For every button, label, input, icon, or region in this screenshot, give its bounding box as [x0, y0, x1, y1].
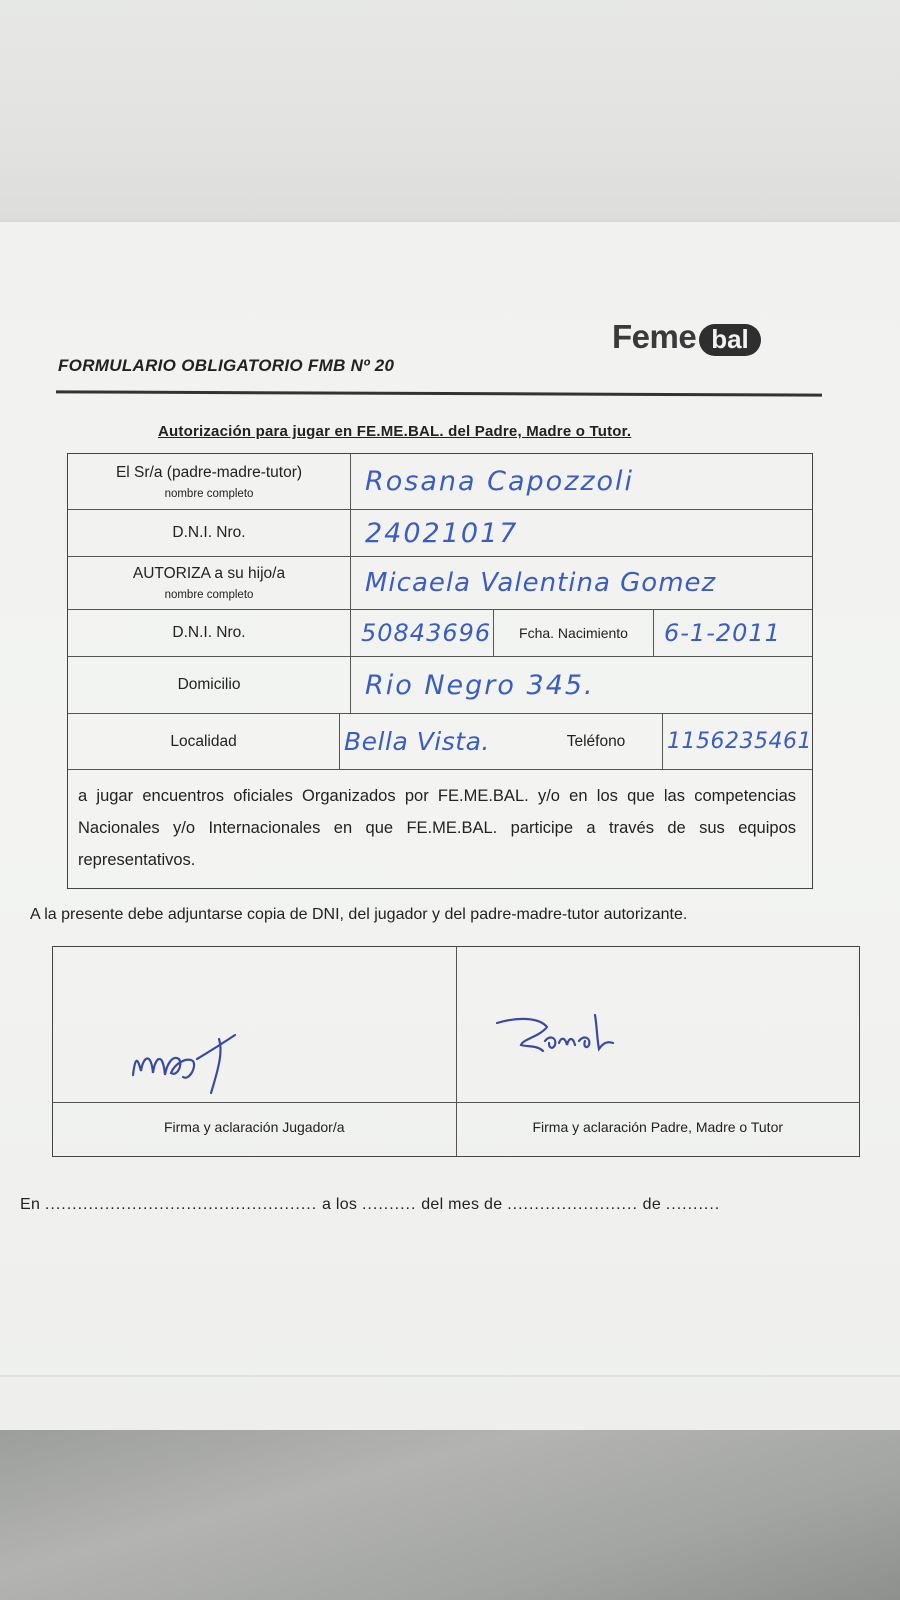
- birth-label-cell: [493, 610, 653, 656]
- dni-label-cell-2: [68, 610, 351, 656]
- child-dni-row: [68, 610, 812, 657]
- birth-date-value: 6-1-2011: [664, 619, 781, 647]
- dni-label-1: D.N.I. Nro.: [172, 524, 246, 541]
- city-row: [68, 714, 812, 770]
- child-sublabel: nombre completo: [164, 589, 254, 601]
- form-title: FORMULARIO OBLIGATORIO FMB Nº 20: [58, 356, 395, 375]
- city-field[interactable]: [340, 714, 530, 769]
- date-day-blank[interactable]: ..........: [361, 1196, 417, 1213]
- background-surface-top: [0, 0, 900, 235]
- child-name-value: Micaela Valentina Gomez: [365, 568, 717, 598]
- parent-signature-icon: [487, 987, 687, 1087]
- form-subtitle: Autorización para jugar en FE.ME.BAL. del Padre, Madre o Tutor.: [158, 423, 632, 440]
- parent-label-cell: [68, 454, 351, 509]
- phone-value: 1156235461: [667, 729, 812, 754]
- logo-badge: bal: [699, 324, 761, 356]
- player-signature-box[interactable]: [53, 947, 456, 1156]
- address-label-cell: [68, 657, 351, 713]
- city-phone-cell: [340, 714, 812, 769]
- femebal-logo: [612, 312, 761, 362]
- parent-signature-line: [457, 1102, 860, 1103]
- date-de: de: [642, 1196, 662, 1213]
- phone-cell[interactable]: [662, 714, 812, 769]
- dni-label-cell-1: [68, 510, 351, 556]
- child-name-cell[interactable]: [351, 557, 812, 609]
- child-label-cell: [68, 557, 351, 609]
- birth-date-cell[interactable]: [653, 610, 812, 656]
- city-label-cell: [68, 714, 340, 769]
- signature-table: [52, 946, 860, 1157]
- player-signature-caption: Firma y aclaración Jugador/a: [163, 1119, 345, 1135]
- child-dni-field[interactable]: [351, 610, 493, 656]
- parent-label: El Sr/a (padre-madre-tutor): [115, 463, 303, 481]
- authorization-table: [67, 453, 813, 889]
- date-place-line: [20, 1196, 720, 1214]
- birth-label: Fcha. Nacimiento: [519, 625, 628, 641]
- child-label: AUTORIZA a su hijo/a: [132, 565, 286, 582]
- parent-name-row: [68, 454, 812, 510]
- date-place-blank[interactable]: ..................................................: [44, 1196, 318, 1213]
- date-del-mes: del mes de: [421, 1196, 503, 1213]
- background-surface-bottom: [0, 1430, 900, 1600]
- city-label: Localidad: [170, 732, 237, 750]
- date-a-los: a los: [321, 1196, 358, 1213]
- child-dni-cell: [351, 610, 812, 656]
- address-label: Domicilio: [177, 676, 241, 693]
- parent-dni-cell[interactable]: [351, 510, 812, 556]
- phone-label-cell: [530, 714, 662, 769]
- authorization-paragraph: a jugar encuentros oficiales Organizados por FE.ME.BAL. y/o en los que las competencias Nacionales y/o Internacionales en que FE.ME.BAL. participe a través de sus equipos representativos.: [78, 787, 796, 869]
- logo-text: Feme: [612, 318, 697, 355]
- player-signature-line: [53, 1102, 456, 1103]
- parent-dni-value: 24021017: [365, 517, 519, 549]
- parent-dni-row: [68, 510, 812, 557]
- child-name-row: [68, 557, 812, 610]
- parent-sublabel: nombre completo: [164, 487, 254, 500]
- date-en: En: [20, 1196, 41, 1213]
- child-dni-value: 50843696: [361, 619, 492, 647]
- parent-signature-box[interactable]: [456, 947, 860, 1156]
- city-value: Bella Vista.: [344, 727, 490, 756]
- dni-label-2: D.N.I. Nro.: [172, 624, 246, 641]
- date-month-blank[interactable]: ........................: [507, 1196, 638, 1213]
- address-value: Rio Negro 345.: [365, 669, 595, 701]
- phone-label: Teléfono: [566, 732, 626, 750]
- paragraph-row: [68, 770, 812, 888]
- parent-name-value: Rosana Capozzoli: [365, 466, 635, 497]
- parent-signature-caption: Firma y aclaración Padre, Madre o Tutor: [532, 1119, 784, 1135]
- player-signature-icon: [123, 997, 283, 1107]
- attachment-note: A la presente debe adjuntarse copia de DNI, del jugador y del padre-madre-tutor autorizante.: [30, 906, 688, 923]
- date-year-blank[interactable]: ..........: [665, 1196, 721, 1213]
- paper-fold: [0, 1375, 900, 1377]
- address-cell[interactable]: [351, 657, 812, 713]
- parent-name-cell[interactable]: [351, 454, 812, 509]
- address-row: [68, 657, 812, 714]
